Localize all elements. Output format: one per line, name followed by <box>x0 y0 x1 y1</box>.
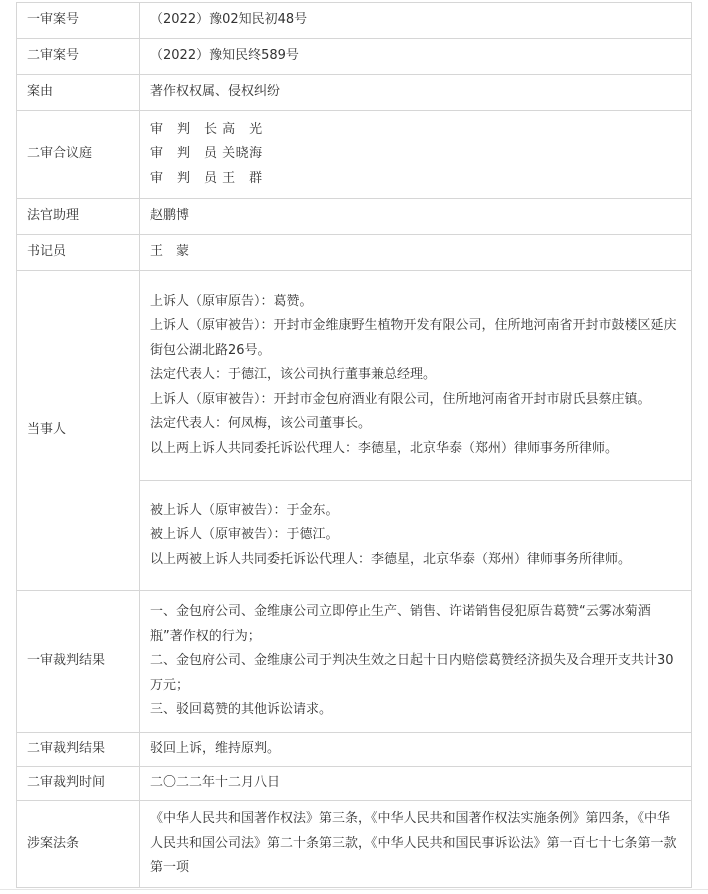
value-clerk: 王 蒙 <box>140 235 692 271</box>
party-entry: 被上诉人（原审被告）：于德江。 <box>150 527 339 543</box>
row-second-ruling-date <box>17 767 692 801</box>
party-entry: 上诉人（原审被告）：开封市金包府酒业有限公司，住所地河南省开封市尉氏县蔡庄镇。 <box>150 391 651 407</box>
case-info-table <box>16 2 692 888</box>
value-second-ruling: 驳回上诉，维持原判。 <box>140 733 692 767</box>
label-first-ruling: 一审裁判结果 <box>17 591 140 733</box>
panel-member: 审 判 长 高 光 <box>150 121 263 137</box>
value-panel <box>140 111 692 199</box>
row-second-case-no <box>17 39 692 75</box>
row-first-case-no <box>17 3 692 39</box>
value-assistant: 赵鹏博 <box>140 199 692 235</box>
ruling-item: 一、金包府公司、金维康公司立即停止生产、销售、许诺销售侵犯原告葛赞“云雾冰菊酒瓶”著作权的行为； <box>150 604 651 644</box>
party-entry: 被上诉人（原审被告）：于金东。 <box>150 502 339 518</box>
label-panel: 二审合议庭 <box>17 111 140 199</box>
row-cause <box>17 75 692 111</box>
party-entry: 以上两被上诉人共同委托诉讼代理人：李德星，北京华泰（郑州）律师事务所律师。 <box>150 551 632 567</box>
row-statutes <box>17 801 692 888</box>
row-clerk <box>17 235 692 271</box>
page-bottom-divider <box>0 889 708 890</box>
party-entry: 上诉人（原审被告）：开封市金维康野生植物开发有限公司，住所地河南省开封市鼓楼区延庆街包公湖北路26号。 <box>150 318 677 358</box>
party-entry: 法定代表人：于德江，该公司执行董事兼总经理。 <box>150 367 437 383</box>
value-second-case-no: （2022）豫知民终589号 <box>140 39 692 75</box>
value-first-ruling <box>140 591 692 733</box>
row-parties-appellants <box>17 271 692 481</box>
row-panel <box>17 111 692 199</box>
party-entry: 以上两上诉人共同委托诉讼代理人：李德星，北京华泰（郑州）律师事务所律师。 <box>150 440 619 456</box>
panel-member: 审 判 员 王 群 <box>150 170 263 186</box>
label-clerk: 书记员 <box>17 235 140 271</box>
panel-member: 审 判 员 关晓海 <box>150 146 263 162</box>
value-appellants <box>140 271 692 481</box>
label-assistant: 法官助理 <box>17 199 140 235</box>
label-second-case-no: 二审案号 <box>17 39 140 75</box>
ruling-item: 二、金包府公司、金维康公司于判决生效之日起十日内赔偿葛赞经济损失及合理开支共计30万元； <box>150 653 674 693</box>
ruling-item: 三、驳回葛赞的其他诉讼请求。 <box>150 702 333 718</box>
party-entry: 法定代表人：何凤梅，该公司董事长。 <box>150 416 372 432</box>
label-parties: 当事人 <box>17 271 140 591</box>
value-appellees <box>140 481 692 591</box>
row-second-ruling <box>17 733 692 767</box>
party-entry: 上诉人（原审原告）：葛赞。 <box>150 293 313 309</box>
row-assistant <box>17 199 692 235</box>
label-cause: 案由 <box>17 75 140 111</box>
value-first-case-no: （2022）豫02知民初48号 <box>140 3 692 39</box>
label-statutes: 涉案法条 <box>17 801 140 888</box>
label-first-case-no: 一审案号 <box>17 3 140 39</box>
value-second-ruling-date: 二〇二二年十二月八日 <box>140 767 692 801</box>
label-second-ruling-date: 二审裁判时间 <box>17 767 140 801</box>
value-cause: 著作权权属、侵权纠纷 <box>140 75 692 111</box>
row-first-ruling <box>17 591 692 733</box>
label-second-ruling: 二审裁判结果 <box>17 733 140 767</box>
value-statutes: 《中华人民共和国著作权法》第三条，《中华人民共和国著作权法实施条例》第四条，《中华人民共和国公司法》第二十条第三款，《中华人民共和国民事诉讼法》第一百七十七条第一款第一项 <box>140 801 692 888</box>
